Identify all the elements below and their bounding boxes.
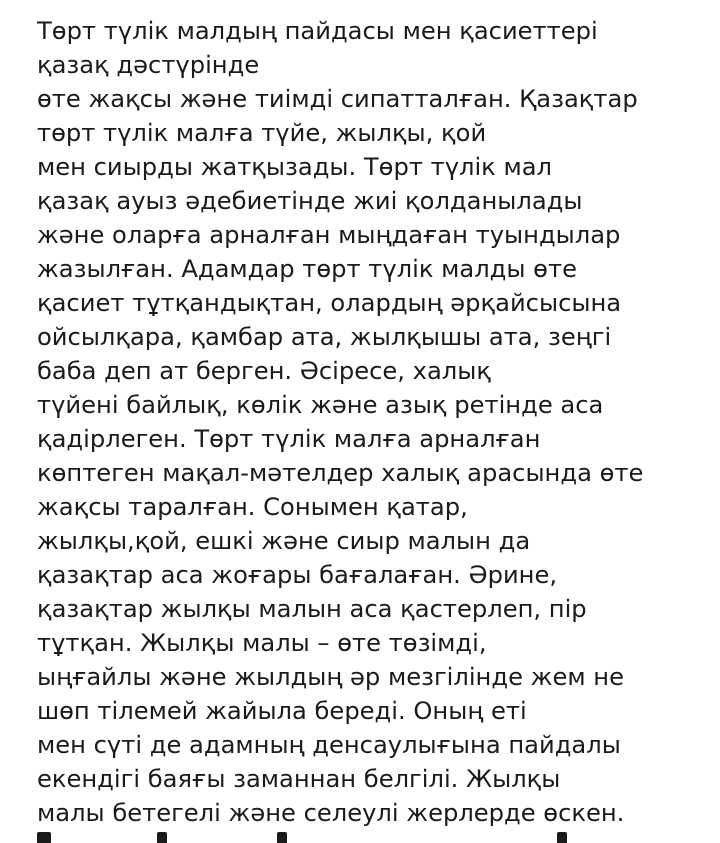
cropped-glyph (157, 832, 167, 843)
text-line: шөп тілемей жайыла береді. Оның еті (37, 697, 527, 725)
text-line: тұтқан. Жылқы малы – өте төзімді, (37, 629, 487, 657)
text-line: қазақ ауыз әдебиетінде жиі қолданылады (37, 187, 583, 215)
text-line: өте жақсы және тиімді сипатталған. Қазақтар (37, 85, 638, 113)
text-line: баба деп ат берген. Әсіресе, халық (37, 357, 491, 385)
text-line: және оларға арналған мыңдаған туындылар (37, 221, 621, 249)
text-line: Төрт түлік малдың пайдасы мен қасиеттері (37, 17, 598, 45)
text-line: жылқы,қой, ешкі және сиыр малын да (37, 527, 531, 555)
text-line: жақсы таралған. Сонымен қатар, (37, 493, 468, 521)
text-line: қазақ дәстүрінде (37, 51, 260, 79)
cropped-glyph (557, 832, 567, 843)
cropped-glyph (277, 832, 287, 843)
text-line: ыңғайлы және жылдың әр мезгілінде жем не (37, 663, 624, 691)
cropped-text-line (37, 832, 697, 843)
text-line: түйені байлық, көлік және азық ретінде аса (37, 391, 604, 419)
text-line: малы бетегелі және селеулі жерлерде өскен. (37, 799, 625, 827)
text-line: мен сүті де адамның денсаулығына пайдалы (37, 731, 621, 759)
text-line: жазылған. Адамдар төрт түлік малды өте (37, 255, 577, 283)
text-line: көптеген мақал-мәтелдер халық арасында өте (37, 459, 644, 487)
text-line: төрт түлік малға түйе, жылқы, қой (37, 119, 487, 147)
text-line: мен сиырды жатқызады. Төрт түлік мал (37, 153, 553, 181)
text-line: қадірлеген. Төрт түлік малға арналған (37, 425, 541, 453)
text-line: ойсылқара, қамбар ата, жылқышы ата, зеңгі (37, 323, 612, 351)
text-line: екендігі баяғы заманнан белгілі. Жылқы (37, 765, 561, 793)
cropped-glyph (37, 832, 51, 843)
paragraph (37, 14, 707, 830)
text-line: қазақтар аса жоғары бағалаған. Әрине, (37, 561, 558, 589)
text-line: қазақтар жылқы малын аса қастерлеп, пір (37, 595, 587, 623)
text-line: қасиет тұтқандықтан, олардың әрқайсысына (37, 289, 622, 317)
